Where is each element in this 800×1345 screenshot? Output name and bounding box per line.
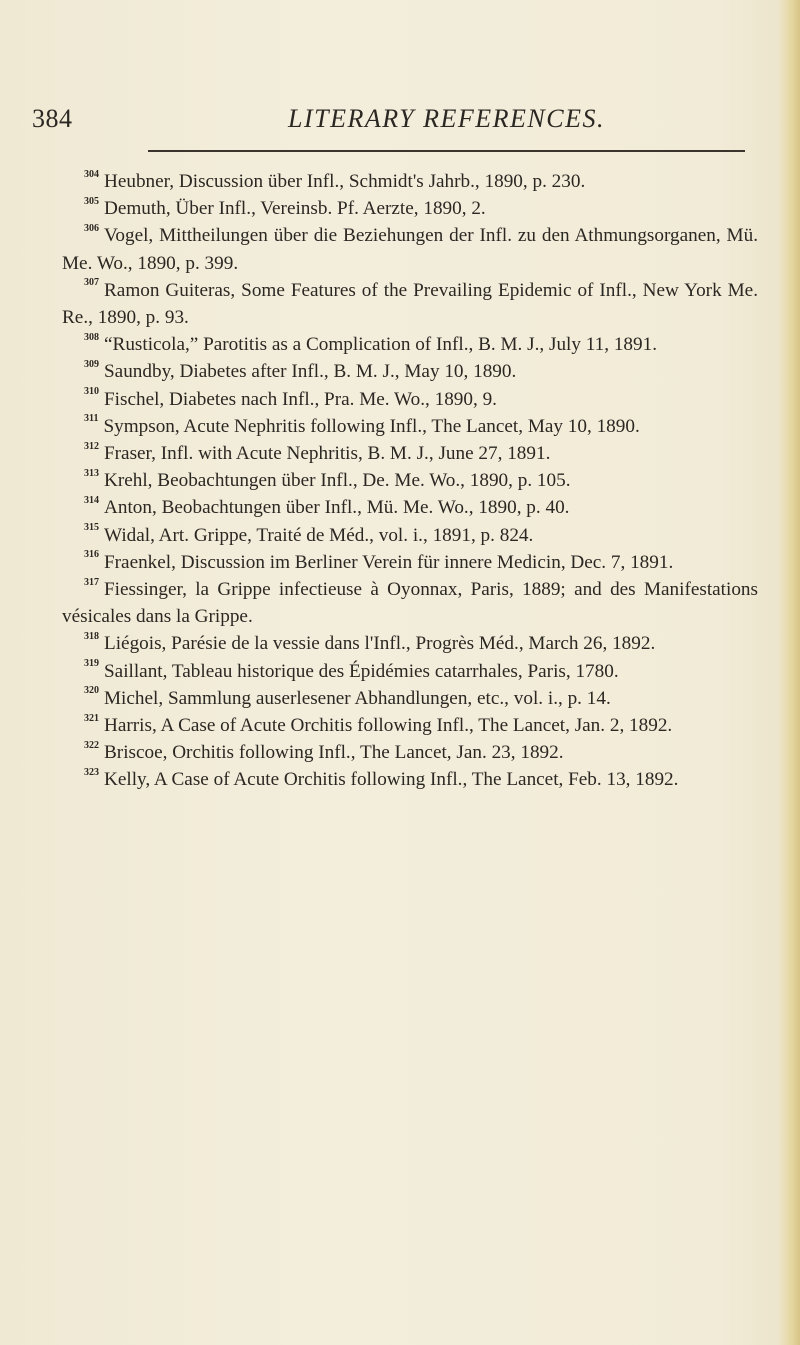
reference-number: 322 (84, 739, 99, 751)
running-title: LITERARY REFERENCES. (288, 104, 605, 133)
reference-number: 312 (84, 440, 99, 452)
reference-number: 320 (84, 685, 99, 697)
reference-number: 306 (84, 223, 99, 235)
reference-number: 321 (84, 712, 99, 724)
reference-item (62, 413, 758, 440)
reference-item (62, 168, 758, 195)
reference-text: Harris, A Case of Acute Orchitis following Infl., The Lancet, Jan. 2, 1892. (104, 715, 673, 737)
page-edge-shadow (778, 0, 800, 1345)
reference-text: Ramon Guiteras, Some Features of the Prevailing Epidemic of Infl., New York Me. Re., 1890, p. 93. (62, 279, 758, 329)
reference-item (62, 739, 758, 766)
reference-text: Saundby, Diabetes after Infl., B. M. J., May 10, 1890. (104, 361, 517, 383)
reference-item (62, 358, 758, 385)
reference-number: 309 (84, 359, 99, 371)
reference-number: 305 (84, 195, 99, 207)
reference-text: Sympson, Acute Nephritis following Infl., The Lancet, May 10, 1890. (103, 415, 640, 437)
reference-text: Vogel, Mittheilungen über die Beziehungen der Infl. zu den Athmungsorganen, Mü. Me. Wo., 1890, p. 399. (62, 225, 758, 274)
reference-text: Kelly, A Case of Acute Orchitis following Infl., The Lancet, Feb. 13, 1892. (104, 769, 679, 791)
reference-number: 323 (84, 767, 99, 779)
reference-text: Widal, Art. Grippe, Traité de Méd., vol. i., 1891, p. 824. (104, 524, 534, 546)
reference-text: Anton, Beobachtungen über Infl., Mü. Me. Wo., 1890, p. 40. (104, 497, 570, 519)
reference-item (62, 222, 758, 276)
reference-text: Fischel, Diabetes nach Infl., Pra. Me. Wo., 1890, 9. (104, 388, 497, 410)
reference-number: 314 (84, 495, 99, 507)
reference-item (62, 685, 758, 712)
reference-item (62, 494, 758, 521)
reference-item (62, 658, 758, 685)
reference-number: 319 (84, 658, 99, 670)
reference-item (62, 277, 758, 331)
reference-number: 304 (84, 168, 99, 180)
reference-text: Fraenkel, Discussion im Berliner Verein für innere Medicin, Dec. 7, 1891. (104, 551, 674, 573)
reference-number: 307 (84, 277, 99, 289)
reference-text: Fiessinger, la Grippe infectieuse à Oyonnax, Paris, 1889; and des Manifestations vésicales dans la Grippe. (62, 579, 758, 628)
reference-text: Michel, Sammlung auserlesener Abhandlungen, etc., vol. i., p. 14. (104, 687, 611, 709)
reference-item (62, 766, 758, 793)
reference-item (62, 712, 758, 739)
reference-item (62, 522, 758, 549)
reference-number: 316 (84, 549, 99, 561)
reference-item (62, 331, 758, 358)
page-number: 384 (32, 104, 73, 133)
reference-number: 318 (84, 631, 99, 643)
reference-number: 317 (84, 576, 99, 588)
reference-list (62, 168, 758, 794)
reference-text: Krehl, Beobachtungen über Infl., De. Me. Wo., 1890, p. 105. (104, 470, 571, 492)
page-header (20, 100, 780, 140)
header-rule (148, 150, 745, 152)
reference-item (62, 576, 758, 630)
reference-item (62, 467, 758, 494)
reference-item (62, 195, 758, 222)
reference-item (62, 386, 758, 413)
reference-text: Liégois, Parésie de la vessie dans l'Infl., Progrès Méd., March 26, 1892. (104, 633, 656, 655)
reference-text: Saillant, Tableau historique des Épidémies catarrhales, Paris, 1780. (104, 660, 619, 682)
reference-item (62, 440, 758, 467)
reference-number: 315 (84, 522, 99, 534)
reference-text: Fraser, Infl. with Acute Nephritis, B. M. J., June 27, 1891. (104, 443, 551, 465)
reference-number: 310 (84, 386, 99, 398)
reference-text: Heubner, Discussion über Infl., Schmidt's Jahrb., 1890, p. 230. (104, 171, 586, 192)
reference-text: “Rusticola,” Parotitis as a Complication of Infl., B. M. J., July 11, 1891. (104, 334, 658, 356)
reference-number: 308 (84, 331, 99, 343)
reference-number: 311 (84, 413, 99, 425)
reference-item (62, 630, 758, 657)
reference-item (62, 549, 758, 576)
reference-text: Demuth, Über Infl., Vereinsb. Pf. Aerzte, 1890, 2. (104, 198, 486, 220)
reference-text: Briscoe, Orchitis following Infl., The Lancet, Jan. 23, 1892. (104, 742, 564, 764)
reference-number: 313 (84, 467, 99, 479)
